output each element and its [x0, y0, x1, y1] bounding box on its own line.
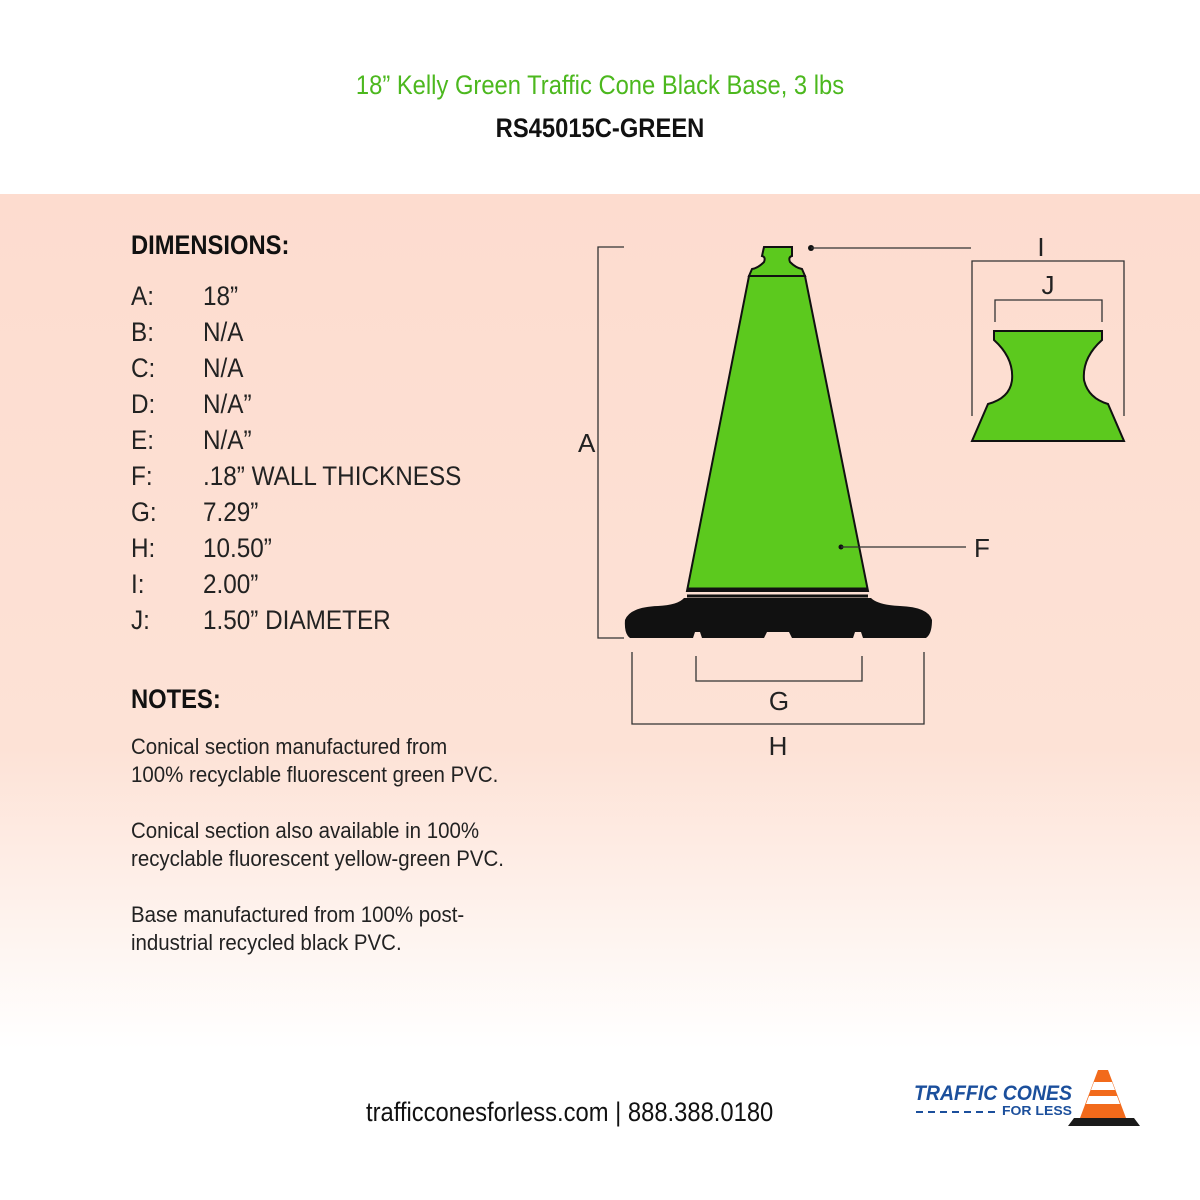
dimension-j-bracket	[995, 300, 1102, 322]
logo-cone-icon	[1068, 1070, 1140, 1126]
cone-tip	[749, 247, 805, 276]
dimension-value: N/A”	[203, 389, 252, 419]
dimension-value: 2.00”	[203, 569, 259, 599]
label-a: A	[578, 428, 596, 458]
dimension-a-bracket	[598, 247, 624, 638]
dimension-value: 18”	[203, 281, 239, 311]
label-h: H	[768, 731, 788, 761]
dimension-value: N/A”	[203, 425, 252, 455]
note-item: Conical section manufactured from 100% recyclable fluorescent green PVC.	[131, 734, 499, 787]
dimension-key: C:	[131, 353, 156, 383]
dimension-value: N/A	[203, 317, 244, 347]
header	[0, 0, 1200, 194]
label-j: J	[1041, 270, 1055, 300]
dimension-key: A:	[131, 281, 154, 311]
logo-text-line1: TRAFFIC CONES	[914, 1082, 1072, 1105]
dimension-value: 10.50”	[203, 533, 272, 563]
cone-diagram	[560, 220, 1160, 780]
dimensions-heading: DIMENSIONS:	[131, 230, 290, 260]
footer-contact: trafficconesforless.com | 888.388.0180	[366, 1097, 774, 1127]
tip-detail	[972, 331, 1124, 441]
dimension-value: .18” WALL THICKNESS	[203, 461, 462, 491]
dimension-key: G:	[131, 497, 157, 527]
dimension-g-bracket	[696, 656, 862, 681]
note-item: Conical section also available in 100% recyclable fluorescent yellow-green PVC.	[131, 818, 505, 871]
dimension-value: 7.29”	[203, 497, 259, 527]
dimension-key: E:	[131, 425, 154, 455]
product-sku: RS45015C-GREEN	[495, 113, 705, 143]
logo-text-line2: FOR LESS	[1002, 1103, 1073, 1118]
label-f: F	[974, 533, 990, 563]
dimension-key: H:	[131, 533, 156, 563]
dimension-value: 1.50” DIAMETER	[203, 605, 391, 635]
product-title: 18” Kelly Green Traffic Cone Black Base, 3 lbs	[355, 70, 845, 100]
company-logo	[912, 1066, 1142, 1130]
dimension-key: D:	[131, 389, 156, 419]
notes-list	[131, 733, 591, 985]
label-i: I	[1037, 232, 1045, 262]
dimension-key: J:	[131, 605, 150, 635]
dimension-key: B:	[131, 317, 154, 347]
cone-body	[687, 276, 868, 591]
cone-base	[625, 598, 932, 638]
notes-heading: NOTES:	[131, 684, 221, 714]
dimension-value: N/A	[203, 353, 244, 383]
dimension-key: F:	[131, 461, 153, 491]
dimension-key: I:	[131, 569, 145, 599]
note-item: Base manufactured from 100% post- industrial recycled black PVC.	[131, 902, 465, 955]
label-g: G	[768, 686, 790, 716]
